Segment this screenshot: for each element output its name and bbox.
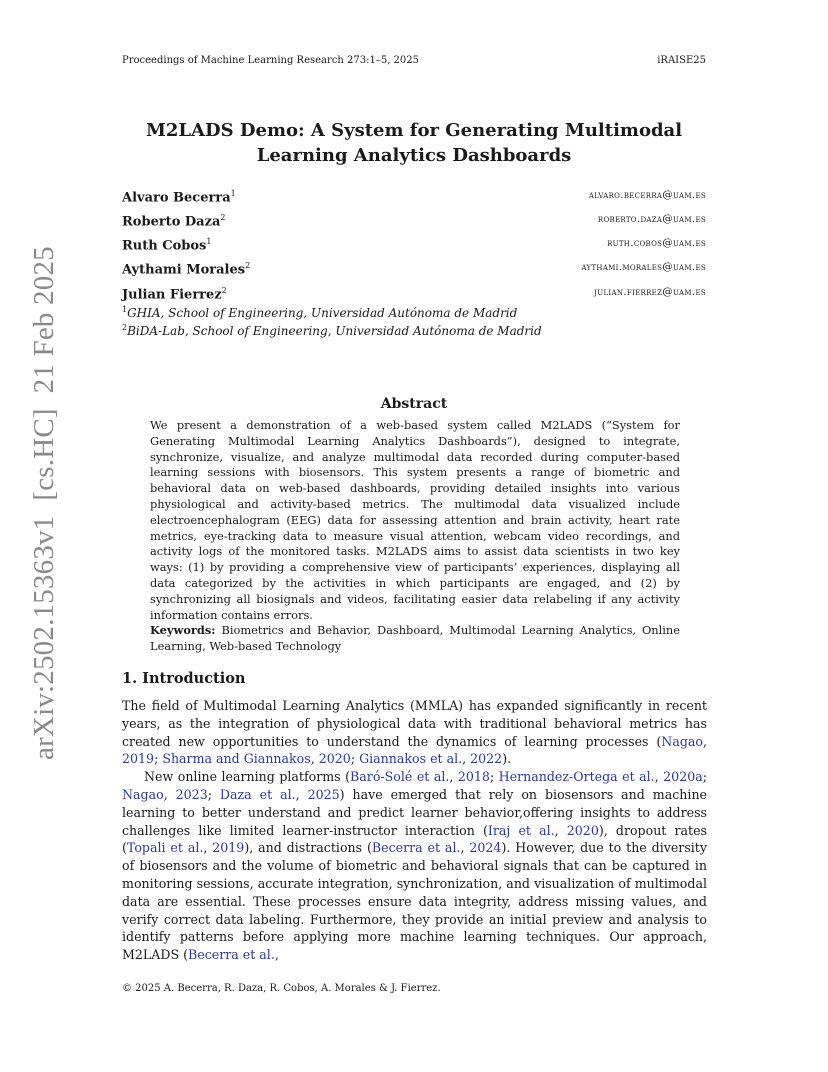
paragraph-text: , [654, 769, 664, 785]
affiliation-1: $^1$GHIA, School of Engineering, Universidad Autónoma de Madrid [122, 305, 518, 320]
citation-link[interactable]: 2025 [307, 786, 340, 802]
citation-link[interactable]: Nagao [122, 786, 164, 802]
paragraph-text: ; [154, 751, 163, 767]
citation-link[interactable]: Iraj et al. [487, 822, 555, 838]
abstract-heading: Abstract [380, 396, 448, 412]
author-email[interactable]: julian.fierrez@uam.es [594, 286, 706, 298]
author-email[interactable]: aythami.morales@uam.es [581, 261, 706, 273]
author-row [122, 189, 706, 211]
paragraph-text: , [295, 786, 308, 802]
arxiv-identifier[interactable]: arXiv:2502.15363v1 [cs.HC] 21 Feb 2025 [28, 246, 60, 760]
paragraph-text: ) have emerged that rely on biosensors and machine learning to better understand and predict learner behavior,offering insights to address challenges like limited learner-instructor interaction ( [122, 786, 708, 838]
keywords-label: Keywords: [150, 623, 216, 638]
paragraph-text: , [310, 751, 319, 767]
paragraph-text: New online learning platforms ( [144, 769, 351, 785]
intro-paragraph-1 [122, 697, 707, 768]
intro-paragraph-2 [122, 768, 707, 964]
paragraph-text: , [702, 733, 707, 749]
citation-link[interactable]: Becerra et al. [371, 840, 461, 856]
author-row [122, 261, 706, 283]
author-email[interactable]: ruth.cobos@uam.es [607, 237, 706, 249]
author-name: Julian Fierrez$^2$ [122, 286, 227, 303]
author-name: Aythami Morales$^2$ [122, 261, 251, 278]
title-line-1: M2LADS Demo: A System for Generating Multimodal [145, 120, 683, 141]
paragraph-text: ), and distractions ( [244, 840, 372, 856]
author-email[interactable]: roberto.daza@uam.es [597, 213, 706, 225]
author-row [122, 213, 706, 235]
citation-link[interactable]: 2019 [122, 751, 155, 767]
author-row [122, 237, 706, 259]
paragraph-text: , [554, 822, 567, 838]
paragraph-text: , [203, 840, 213, 856]
abstract-body [150, 418, 680, 655]
citation-link[interactable]: 2022 [470, 751, 503, 767]
paragraph-text: , [460, 840, 470, 856]
author-name: Roberto Daza$^2$ [122, 213, 226, 230]
title-line-2: Learning Analytics Dashboards [256, 145, 572, 166]
paragraph-text: The field of Multimodal Learning Analytics (MMLA) has expanded significantly in recent years, as the integration of physiological data with traditional behavioral metrics has created new opportunities to understand the dynamics of learning processes ( [122, 698, 707, 749]
paragraph-text: ). However, due to the diversity of biosensors and the volume of biometric and behavioral signals that can be captured in monitoring sessions, accurate integration, synchronization, and visualization of multimodal data are essential. These processes ensure data integrity, address missing values, and verify correct data labeling. Furthermore, they provide an initial preview and analysis to identify patterns before applying more machine learning techniques. Our approach, M2LADS ( [122, 840, 707, 963]
citation-link[interactable]: Topali et al. [126, 840, 204, 856]
paragraph-text: , [274, 947, 279, 963]
citation-link[interactable]: Hernandez-Ortega et al. [498, 769, 655, 785]
paragraph-text: ; [207, 786, 220, 802]
paragraph-text: ). [502, 751, 512, 767]
header-proceedings: Proceedings of Machine Learning Research 273:1–5, 2025 [122, 55, 420, 66]
citation-link[interactable]: 2020 [566, 822, 599, 838]
citation-link[interactable]: Giannakos et al. [359, 751, 463, 767]
keywords-text: Biometrics and Behavior, Dashboard, Multimodal Learning Analytics, Online Learning, Web-based Technology [150, 623, 681, 654]
citation-link[interactable]: 2018 [457, 769, 490, 785]
paragraph-text: , [163, 786, 176, 802]
paragraph-text: ), dropout rates ( [122, 822, 707, 856]
paragraph-text: ; [350, 751, 360, 767]
citation-link[interactable]: Daza et al. [219, 786, 296, 802]
author-name: Alvaro Becerra$^1$ [122, 189, 236, 206]
author-name: Ruth Cobos$^1$ [122, 237, 212, 254]
author-email[interactable]: alvaro.becerra@uam.es [588, 189, 706, 201]
introduction-body [122, 697, 707, 964]
citation-link[interactable]: 2019 [212, 840, 245, 856]
paragraph-text: , [449, 769, 458, 785]
header-venue: iRAISE25 [657, 55, 706, 66]
paragraph-text: ; [489, 769, 499, 785]
citation-link[interactable]: Becerra et al. [188, 947, 275, 963]
citation-link[interactable]: Sharma and Giannakos [162, 751, 311, 767]
paragraph-text: , [462, 751, 471, 767]
citation-link[interactable]: 2023 [175, 786, 208, 802]
abstract-text: We present a demonstration of a web-based system called M2LADS (“System for Generating Multimodal Learning Analytics Dashboards”), designed to integrate, synchronize, visualize, and analyze multimodal data recorded during computer-based learning sessions with biosensors. This system presents a range of biometric and behavioral data on web-based dashboards, providing detailed insights into various physiological and activity-based metrics. The multimodal data visualized include electroencephalogram (EEG) data for assessing attention and brain activity, heart rate metrics, eye-tracking data to measure visual attention, webcam video recordings, and activity logs of the monitored tasks. M2LADS aims to assist data scientists in two key ways: (1) by providing a comprehensive view of participants’ experiences, displaying all data categorized by the activities in which participants are engaged, and (2) by synchronizing all biosignals and videos, facilitating easier data relabeling if any activity information contains errors. [150, 418, 680, 622]
citation-link[interactable]: 2020a [663, 769, 703, 785]
paper-title [100, 118, 728, 168]
citation-link[interactable]: Baró-Solé et al. [350, 769, 450, 785]
citation-link[interactable]: 2024 [469, 840, 502, 856]
citation-link[interactable]: Nagao [661, 733, 703, 749]
citation-link[interactable]: 2020 [318, 751, 351, 767]
section-heading: 1. Introduction [122, 670, 246, 687]
copyright-footer: © 2025 A. Becerra, R. Daza, R. Cobos, A. Morales & J. Fierrez. [122, 983, 441, 994]
affiliation-2: $^2$BiDA-Lab, School of Engineering, Universidad Autónoma de Madrid [122, 323, 542, 338]
paragraph-text: ; [702, 769, 707, 785]
